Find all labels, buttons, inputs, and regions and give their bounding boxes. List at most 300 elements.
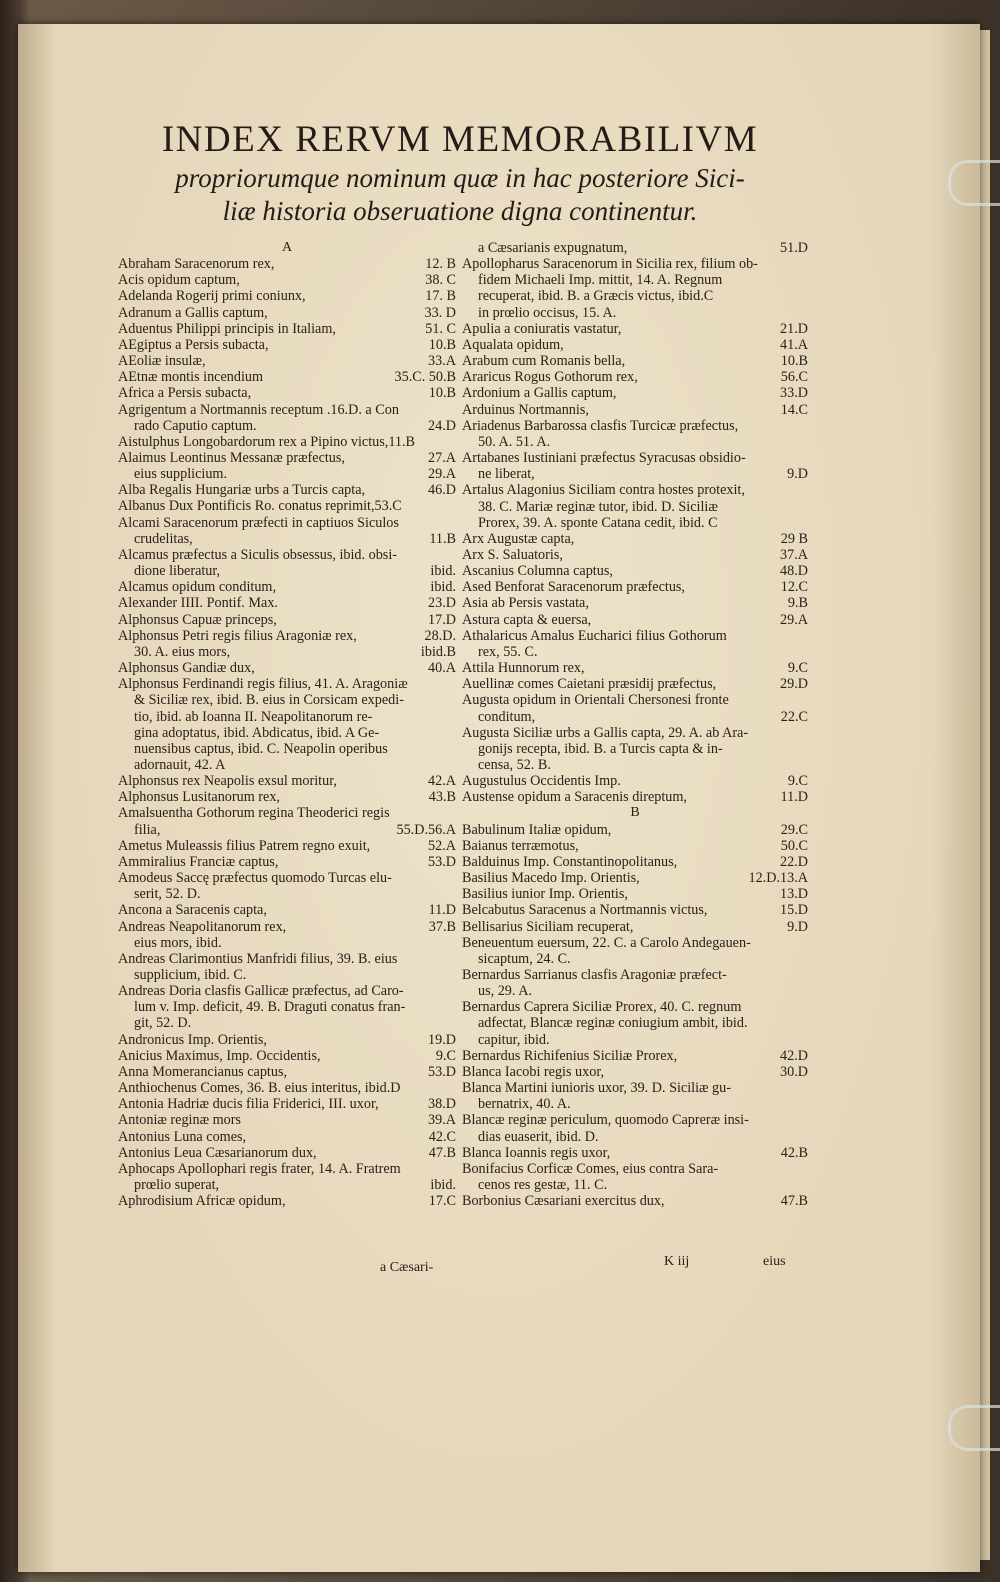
- entry-text: & Siciliæ rex, ibid. B. eius in Corsicam expedi-: [134, 692, 404, 709]
- index-entry: [462, 418, 808, 434]
- index-entry: [118, 676, 456, 692]
- entry-text: Antonia Hadriæ ducis filia Friderici, III. uxor,: [118, 1096, 379, 1113]
- entry-page-ref: 22.C: [780, 708, 808, 725]
- entry-text: adornauit, 42. A: [134, 756, 226, 773]
- index-entry: [118, 1145, 456, 1161]
- entry-page-ref: 51.D: [780, 240, 808, 256]
- index-entry: [462, 531, 808, 547]
- entry-page-ref: 22.D: [780, 853, 808, 870]
- entry-page-ref: 33. D: [424, 304, 456, 321]
- entry-page-ref: 37.A: [780, 546, 808, 563]
- index-entry: [462, 515, 808, 531]
- index-entry: [118, 1032, 456, 1048]
- entry-text: Ascanius Columna captus,: [462, 563, 613, 580]
- entry-text: rex, 55. C.: [478, 643, 538, 660]
- index-entry: [462, 1193, 808, 1209]
- entry-text: in prœlio occisus, 15. A.: [478, 304, 617, 321]
- entry-text: Aduentus Philippi principis in Italiam,: [118, 320, 336, 337]
- entry-text: Anicius Maximus, Imp. Occidentis,: [118, 1047, 321, 1064]
- entry-text: filia,: [134, 821, 161, 838]
- entry-text: dias euaserit, ibid. D.: [478, 1128, 599, 1145]
- entry-text: Alphonsus Capuæ princeps,: [118, 611, 277, 628]
- index-entry: [462, 676, 808, 692]
- entry-text: Apulia a coniuratis vastatur,: [462, 320, 622, 337]
- entry-text: Antonius Leua Cæsarianorum dux,: [118, 1144, 317, 1161]
- index-entry: [118, 854, 456, 870]
- index-entry: [118, 288, 456, 304]
- index-entry: [118, 482, 456, 498]
- index-entry: [118, 886, 456, 902]
- index-entry: [118, 450, 456, 466]
- entry-text: sicaptum, 24. C.: [478, 950, 571, 967]
- index-entry: [118, 983, 456, 999]
- entry-page-ref: 9.B: [787, 595, 808, 612]
- index-entry: [118, 353, 456, 369]
- index-entry: [118, 999, 456, 1015]
- entry-text: Ammiralius Franciæ captus,: [118, 853, 279, 870]
- index-entry: [118, 337, 456, 353]
- index-entry: [118, 822, 456, 838]
- entry-text: Bernardus Richifenius Siciliæ Prorex,: [462, 1047, 678, 1064]
- index-entry: [462, 1080, 808, 1096]
- index-entry: [462, 644, 808, 660]
- index-entry: [118, 612, 456, 628]
- section-letter: [462, 805, 808, 821]
- index-entry: [462, 999, 808, 1015]
- entry-text: dione liberatur,: [134, 563, 221, 580]
- index-entry: [118, 870, 456, 886]
- entry-text: Andreas Neapolitanorum rex,: [118, 918, 287, 935]
- index-entry: [118, 498, 456, 514]
- entry-text: Alphonsus Lusitanorum rex,: [118, 789, 280, 806]
- entry-page-ref: 29.A: [780, 611, 808, 628]
- index-entry: [462, 385, 808, 401]
- entry-page-ref: 11.D: [780, 789, 808, 806]
- entry-page-ref: 55.D.56.A: [396, 821, 456, 838]
- entry-text: Anthiochenus Comes, 36. B. eius interitus, ibid.D: [118, 1080, 401, 1097]
- entry-text: Attila Hunnorum rex,: [462, 660, 585, 677]
- entry-page-ref: 42.D: [780, 1047, 808, 1064]
- entry-text: AEgiptus a Persis subacta,: [118, 336, 269, 353]
- entry-text: Artabanes Iustiniani præfectus Syracusas obsidio-: [462, 450, 746, 467]
- entry-text: ne liberat,: [478, 466, 535, 483]
- index-entry: [118, 385, 456, 401]
- index-entry: [118, 256, 456, 272]
- index-entry: [462, 402, 808, 418]
- entry-text: 30. A. eius mors,: [134, 643, 231, 660]
- index-entry: [462, 951, 808, 967]
- catchword-left: a Cæsari-: [380, 1260, 434, 1275]
- entry-text: Aistulphus Longobardorum rex a Pipino victus,11.B: [118, 433, 415, 450]
- entry-text: Blanca Martini iunioris uxor, 39. D. Siciliæ gu-: [462, 1080, 731, 1097]
- entry-text: Alphonsus Gandiæ dux,: [118, 660, 255, 677]
- entry-page-ref: 9.D: [787, 466, 808, 483]
- index-entry: [118, 531, 456, 547]
- index-entry: [462, 709, 808, 725]
- entry-page-ref: 10.B: [780, 353, 808, 370]
- index-entry: [118, 757, 456, 773]
- entry-text: Basilius Macedo Imp. Orientis,: [462, 870, 640, 887]
- entry-page-ref: 13.D: [780, 886, 808, 903]
- index-entry: [462, 741, 808, 757]
- entry-text: Anna Momerancianus captus,: [118, 1063, 288, 1080]
- index-entry: [118, 1177, 456, 1193]
- entry-text: Aphrodisium Africæ opidum,: [118, 1193, 286, 1210]
- entry-text: Aphocaps Apollophari regis frater, 14. A. Fratrem: [118, 1160, 401, 1177]
- entry-page-ref: 43.B: [428, 789, 456, 806]
- index-entry: [118, 967, 456, 983]
- index-entry: [118, 1193, 456, 1209]
- entry-page-ref: 37.B: [428, 918, 456, 935]
- index-entry: [462, 660, 808, 676]
- index-entry: [118, 1161, 456, 1177]
- entry-text: Africa a Persis subacta,: [118, 385, 252, 402]
- index-entry: [118, 305, 456, 321]
- entry-text: 50. A. 51. A.: [478, 433, 551, 450]
- index-entry: [462, 1112, 808, 1128]
- entry-text: Alphonsus rex Neapolis exsul moritur,: [118, 773, 337, 790]
- entry-page-ref: 10.B: [428, 385, 456, 402]
- entry-page-ref: 11.B: [429, 530, 456, 547]
- index-entry: [118, 563, 456, 579]
- index-entry: [118, 402, 456, 418]
- entry-text: Alaimus Leontinus Messanæ præfectus,: [118, 450, 345, 467]
- entry-page-ref: 35.C. 50.B: [394, 369, 456, 386]
- entry-page-ref: 42.B: [780, 1144, 808, 1161]
- entry-text: Ased Benforat Saracenorum præfectus,: [462, 579, 685, 596]
- entry-text: Asia ab Persis vastata,: [462, 595, 589, 612]
- entry-text: Bellisarius Siciliam recuperat,: [462, 918, 634, 935]
- entry-text: fidem Michaeli Imp. mittit, 14. A. Regnum: [478, 272, 723, 289]
- index-entry: [462, 612, 808, 628]
- index-entry: [462, 789, 808, 805]
- index-entry: [118, 595, 456, 611]
- entry-page-ref: 9.D: [787, 918, 808, 935]
- entry-page-ref: 41.A: [780, 336, 808, 353]
- entry-text: Augustulus Occidentis Imp.: [462, 773, 621, 790]
- entry-text: 38. C. Mariæ reginæ tutor, ibid. D. Siciliæ: [478, 498, 718, 515]
- entry-page-ref: 27.A: [428, 450, 456, 467]
- entry-page-ref: 12.C: [780, 579, 808, 596]
- index-entry: [118, 418, 456, 434]
- entry-page-ref: 40.A: [428, 660, 456, 677]
- entry-text: eius mors, ibid.: [134, 934, 222, 951]
- entry-text: crudelitas,: [134, 530, 193, 547]
- entry-text: git, 52. D.: [134, 1015, 192, 1032]
- entry-text: Ariadenus Barbarossa clasfis Turcicæ præfectus,: [462, 417, 739, 434]
- index-entry: [462, 902, 808, 918]
- entry-text: cenos res gestæ, 11. C.: [478, 1177, 608, 1194]
- entry-page-ref: 46.D: [428, 482, 456, 499]
- entry-text: Blanca Iacobi regis uxor,: [462, 1063, 605, 1080]
- index-entry: [118, 628, 456, 644]
- subtitle-line: propriorumque nominum quæ in hac posteriore Sici-: [175, 163, 745, 193]
- entry-page-ref: 24.D: [428, 417, 456, 434]
- index-entry: [462, 886, 808, 902]
- entry-text: Alcamus præfectus a Siculis obsessus, ibid. obsi-: [118, 546, 397, 563]
- entry-page-ref: 21.D: [780, 320, 808, 337]
- entry-page-ref: 11.D: [428, 902, 456, 919]
- catchword-right: eius: [763, 1254, 786, 1269]
- entry-text: Araricus Rogus Gothorum rex,: [462, 369, 638, 386]
- index-entry: [462, 692, 808, 708]
- entry-text: Baianus terræmotus,: [462, 837, 579, 854]
- entry-text: Alphonsus Ferdinandi regis filius, 41. A. Aragoniæ: [118, 676, 408, 693]
- entry-text: Beneuentum euersum, 22. C. a Carolo Andegauen-: [462, 934, 751, 951]
- entry-text: Antoniæ reginæ mors: [118, 1112, 241, 1129]
- entry-text: Amalsuentha Gothorum regina Theoderici regis: [118, 805, 390, 822]
- entry-text: Agrigentum a Nortmannis receptum .16.D. a Con: [118, 401, 399, 418]
- entry-page-ref: ibid.: [430, 1177, 456, 1194]
- entry-text: Augusta opidum in Orientali Chersonesi fronte: [462, 692, 729, 709]
- entry-text: prœlio superat,: [134, 1177, 220, 1194]
- index-entry: [118, 725, 456, 741]
- index-entry: [118, 515, 456, 531]
- entry-page-ref: 52.A: [428, 837, 456, 854]
- index-entry: [462, 935, 808, 951]
- index-entry: [462, 499, 808, 515]
- entry-text: rado Caputio captum.: [134, 417, 257, 434]
- entry-page-ref: 38.D: [428, 1096, 456, 1113]
- entry-page-ref: 17.D: [428, 611, 456, 628]
- entry-text: Alcami Saracenorum præfecti in captiuos Siculos: [118, 514, 399, 531]
- index-entry: [118, 660, 456, 676]
- entry-page-ref: 29.C: [780, 821, 808, 838]
- index-entry: [462, 434, 808, 450]
- entry-page-ref: 47.B: [428, 1144, 456, 1161]
- entry-page-ref: 33.A: [428, 353, 456, 370]
- entry-page-ref: 12. B: [425, 256, 456, 273]
- index-entry: [462, 337, 808, 353]
- index-entry: [462, 240, 808, 256]
- entry-page-ref: 9.C: [435, 1047, 456, 1064]
- entry-text: adfectat, Blancæ reginæ coniugium ambit, ibid.: [478, 1015, 748, 1032]
- entry-text: Arduinus Nortmannis,: [462, 401, 589, 418]
- entry-text: us, 29. A.: [478, 983, 532, 1000]
- entry-text: recuperat, ibid. B. a Græcis victus, ibid.C: [478, 288, 714, 305]
- entry-page-ref: 53.D: [428, 1063, 456, 1080]
- entry-page-ref: 51. C: [425, 320, 456, 337]
- entry-text: Andronicus Imp. Orientis,: [118, 1031, 267, 1048]
- entry-text: B: [630, 805, 640, 821]
- entry-text: censa, 52. B.: [478, 757, 551, 773]
- index-entry: [462, 967, 808, 983]
- index-entry: [462, 369, 808, 385]
- index-entry: [462, 579, 808, 595]
- entry-text: Adranum a Gallis captum,: [118, 304, 268, 321]
- signature-mark: K iij: [664, 1254, 690, 1269]
- index-entry: [118, 1112, 456, 1128]
- entry-text: Blanca Ioannis regis uxor,: [462, 1144, 611, 1161]
- entry-text: gina adoptatus, ibid. Abdicatus, ibid. A Ge-: [134, 724, 380, 741]
- entry-text: Adelanda Rogerij primi coniunx,: [118, 288, 306, 305]
- index-entry: [462, 983, 808, 999]
- entry-page-ref: 47.B: [780, 1193, 808, 1210]
- index-entry: [462, 628, 808, 644]
- index-entry: [462, 321, 808, 337]
- entry-page-ref: 10.B: [428, 336, 456, 353]
- index-entry: [462, 547, 808, 563]
- index-entry: [462, 450, 808, 466]
- entry-page-ref: 19.D: [428, 1031, 456, 1048]
- index-entry: [118, 935, 456, 951]
- index-entry: [118, 902, 456, 918]
- entry-text: tio, ibid. ab Ioanna II. Neapolitanorum re-: [134, 708, 373, 725]
- index-entry: [118, 1064, 456, 1080]
- index-entry: [118, 1048, 456, 1064]
- entry-text: Babulinum Italiæ opidum,: [462, 821, 612, 838]
- entry-text: Athalaricus Amalus Eucharici filius Gothorum: [462, 627, 727, 644]
- entry-page-ref: 9.C: [787, 773, 808, 790]
- index-entry: [462, 854, 808, 870]
- entry-page-ref: 29.D: [780, 676, 808, 693]
- entry-text: Amodeus Saccę præfectus quomodo Turcas elu-: [118, 870, 392, 887]
- entry-text: AEtnæ montis incendium: [118, 369, 264, 386]
- entry-page-ref: 14.C: [780, 401, 808, 418]
- entry-page-ref: 30.D: [780, 1063, 808, 1080]
- entry-text: eius supplicium.: [134, 466, 228, 483]
- entry-text: Alcamus opidum conditum,: [118, 579, 277, 596]
- index-entry: [462, 870, 808, 886]
- entry-text: Ametus Muleassis filius Patrem regno exuit,: [118, 837, 371, 854]
- entry-text: Blancæ reginæ periculum, quomodo Capreræ insi-: [462, 1112, 749, 1129]
- entry-page-ref: 28.D.: [424, 627, 456, 644]
- entry-text: lum v. Imp. deficit, 49. B. Draguti conatus fran-: [134, 999, 406, 1016]
- index-entry: [462, 919, 808, 935]
- entry-text: Alexander IIII. Pontif. Max.: [118, 595, 278, 612]
- entry-page-ref: ibid.: [430, 563, 456, 580]
- entry-page-ref: 53.D: [428, 853, 456, 870]
- index-entry: [118, 773, 456, 789]
- entry-text: Alphonsus Petri regis filius Aragoniæ rex,: [118, 627, 357, 644]
- index-entry: [462, 838, 808, 854]
- index-entry: [118, 321, 456, 337]
- entry-text: Ardonium a Gallis captum,: [462, 385, 617, 402]
- index-entry: [118, 369, 456, 385]
- index-entry: [462, 725, 808, 741]
- entry-text: Abraham Saracenorum rex,: [118, 256, 275, 273]
- entry-text: Bernardus Sarrianus clasfis Aragoniæ præfect-: [462, 967, 727, 984]
- entry-text: nuensibus captus, ibid. C. Neapolin operibus: [134, 740, 388, 757]
- index-entry: [462, 563, 808, 579]
- entry-text: AEoliæ insulæ,: [118, 353, 206, 370]
- entry-page-ref: 29.A: [428, 466, 456, 483]
- subtitle-line: liæ historia obseruatione digna continentur.: [222, 196, 698, 226]
- entry-text: Arx Augustæ capta,: [462, 530, 575, 547]
- entry-page-ref: 23.D: [428, 595, 456, 612]
- index-entry: [118, 644, 456, 660]
- entry-page-ref: 48.D: [780, 563, 808, 580]
- entry-page-ref: 50.C: [780, 837, 808, 854]
- entry-text: Arabum cum Romanis bella,: [462, 353, 626, 370]
- index-entry: [118, 692, 456, 708]
- entry-text: Artalus Alagonius Siciliam contra hostes protexit,: [462, 482, 745, 499]
- index-entry: [118, 1015, 456, 1031]
- entry-page-ref: 39.A: [428, 1112, 456, 1129]
- index-entry: [118, 805, 456, 821]
- entry-page-ref: 12.D.13.A: [748, 870, 808, 887]
- entry-text: Prorex, 39. A. sponte Catana cedit, ibid. C: [478, 514, 718, 531]
- entry-page-ref: 38. C: [425, 272, 456, 289]
- index-entry: [462, 353, 808, 369]
- index-entry: [462, 1177, 808, 1193]
- entry-text: Apollopharus Saracenorum in Sicilia rex, filium ob-: [462, 256, 758, 273]
- index-entry: [118, 1096, 456, 1112]
- entry-page-ref: 33.D: [780, 385, 808, 402]
- entry-text: Alba Regalis Hungariæ urbs a Turcis capta,: [118, 482, 366, 499]
- index-entry: [462, 256, 808, 272]
- index-entry: [462, 1145, 808, 1161]
- page-clip-bottom: [948, 1405, 1000, 1451]
- index-entry: [118, 951, 456, 967]
- entry-text: bernatrix, 40. A.: [478, 1096, 571, 1113]
- entry-page-ref: ibid.B: [420, 643, 456, 660]
- entry-text: Albanus Dux Pontificis Ro. conatus reprimit,53.C: [118, 498, 402, 515]
- entry-text: Basilius iunior Imp. Orientis,: [462, 886, 628, 903]
- entry-page-ref: 9.C: [787, 660, 808, 677]
- entry-text: Aqualata opidum,: [462, 336, 564, 353]
- index-entry: [118, 466, 456, 482]
- index-entry: [118, 709, 456, 725]
- index-entry: [462, 773, 808, 789]
- index-entry: [462, 482, 808, 498]
- index-entry: [118, 547, 456, 563]
- entry-text: Andreas Clarimontius Manfridi filius, 39. B. eius: [118, 950, 398, 967]
- index-entry: [462, 1048, 808, 1064]
- entry-text: serit, 52. D.: [134, 886, 201, 903]
- index-subtitle: [60, 162, 860, 228]
- index-entry: [118, 919, 456, 935]
- index-entry: [462, 272, 808, 288]
- entry-page-ref: 42.C: [428, 1128, 456, 1145]
- entry-text: Andreas Doria clasfis Gallicæ præfectus, ad Caro-: [118, 983, 404, 1000]
- entry-text: capitur, ibid.: [478, 1031, 550, 1048]
- index-entry: [462, 466, 808, 482]
- index-entry: [118, 272, 456, 288]
- entry-page-ref: 17. B: [425, 288, 456, 305]
- entry-text: Ancona a Saracenis capta,: [118, 902, 267, 919]
- index-entry: [462, 757, 808, 773]
- entry-text: a Cæsarianis expugnatum,: [478, 240, 628, 256]
- section-letter: A: [281, 240, 293, 255]
- entry-text: Astura capta & euersa,: [462, 611, 592, 628]
- index-entry: [118, 741, 456, 757]
- index-title: INDEX RERVM MEMORABILIVM: [161, 119, 759, 160]
- index-entry: [118, 789, 456, 805]
- entry-text: conditum,: [478, 708, 536, 725]
- entry-text: Austense opidum a Saracenis direptum,: [462, 789, 687, 806]
- index-entry: [118, 838, 456, 854]
- entry-text: Acis opidum captum,: [118, 272, 240, 289]
- index-entry: [462, 1096, 808, 1112]
- entry-text: Balduinus Imp. Constantinopolitanus,: [462, 853, 678, 870]
- index-entry: [118, 579, 456, 595]
- entry-text: Bonifacius Corficæ Comes, eius contra Sara-: [462, 1160, 719, 1177]
- index-entry: [118, 1129, 456, 1145]
- entry-text: Antonius Luna comes,: [118, 1128, 247, 1145]
- index-entry: [462, 1015, 808, 1031]
- index-entry: [462, 595, 808, 611]
- entry-page-ref: 56.C: [780, 369, 808, 386]
- page-clip-top: [948, 160, 1000, 206]
- entry-text: Borbonius Cæsariani exercitus dux,: [462, 1193, 665, 1210]
- entry-text: gonijs recepta, ibid. B. a Turcis capta & in-: [478, 740, 723, 757]
- entry-page-ref: 42.A: [428, 773, 456, 790]
- index-entry: [462, 1064, 808, 1080]
- entry-text: Augusta Siciliæ urbs a Gallis capta, 29. A. ab Ara-: [462, 724, 749, 741]
- index-entry: [118, 434, 456, 450]
- entry-text: Arx S. Saluatoris,: [462, 546, 563, 563]
